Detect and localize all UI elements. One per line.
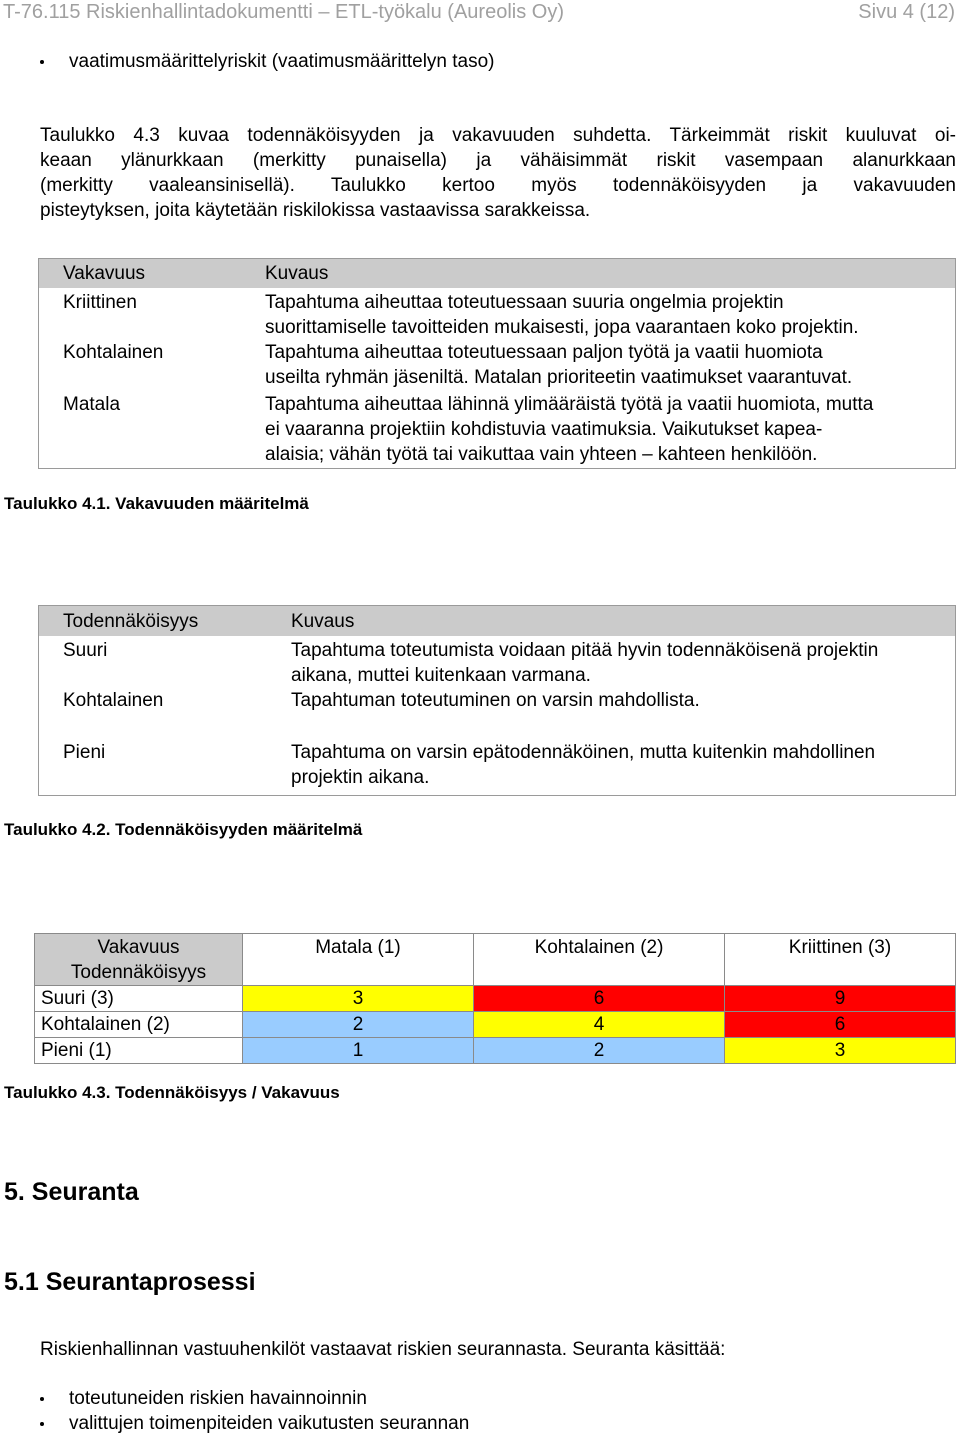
- table-row: [39, 636, 956, 688]
- column-header: Kuvaus: [265, 263, 329, 284]
- probability-level: Pieni: [63, 741, 106, 763]
- description-line: useilta ryhmän jäseniltä. Matalan prioriteetin vaatimukset vaarantuvat.: [265, 366, 853, 388]
- severity-column-header: Matala (1): [243, 934, 474, 986]
- probability-level: Suuri: [63, 639, 108, 661]
- column-header: Kuvaus: [291, 611, 355, 632]
- severity-column-header: Kriittinen (3): [725, 934, 956, 986]
- matrix-cell: 4: [474, 1012, 725, 1038]
- description-line: Tapahtuman toteutuminen on varsin mahdollista.: [291, 689, 700, 711]
- matrix-cell: 1: [243, 1038, 474, 1064]
- table-header-row: [39, 259, 956, 288]
- list-item-text: toteutuneiden riskien havainnoinnin: [69, 1388, 367, 1409]
- severity-description: [239, 392, 956, 469]
- column-header: Vakavuus: [63, 263, 146, 284]
- severity-table: [38, 258, 956, 469]
- paragraph-line: Taulukko 4.3 kuvaa todennäköisyyden ja vakavuuden suhdetta. Tärkeimmät riskit kuuluvat oi-: [40, 125, 956, 146]
- matrix-cell: 3: [243, 986, 474, 1012]
- probability-level: Kohtalainen: [63, 689, 164, 711]
- subsection-heading: 5.1 Seurantaprosessi: [4, 1268, 256, 1296]
- intro-paragraph: [40, 123, 956, 223]
- table-row: [39, 392, 956, 469]
- paragraph-line: pisteytyksen, joita käytetään riskilokissa vastaavissa sarakkeissa.: [40, 200, 591, 221]
- description-line: projektin aikana.: [291, 766, 430, 788]
- matrix-cell: 9: [725, 986, 956, 1012]
- probability-description: [265, 636, 956, 688]
- description-line: ei vaaranna projektiin kohdistuvia vaatimuksia. Vaikutukset kapea-: [265, 418, 823, 440]
- severity-column-header: Kohtalainen (2): [474, 934, 725, 986]
- corner-severity-label: Vakavuus: [97, 937, 180, 958]
- bullet-icon: [40, 1422, 44, 1426]
- bullet-icon: [40, 1397, 44, 1401]
- matrix-cell: 6: [474, 986, 725, 1012]
- severity-level: Matala: [63, 393, 121, 415]
- page-number: Sivu 4 (12): [858, 1, 955, 23]
- list-item-text: vaatimusmäärittelyriskit (vaatimusmäärittelyn taso): [69, 51, 495, 72]
- probability-table: [38, 605, 956, 796]
- table-caption: Taulukko 4.2. Todennäköisyyden määritelmä: [4, 820, 363, 839]
- table-row: [39, 288, 956, 340]
- table-row: [39, 688, 956, 740]
- probability-description: [265, 688, 956, 740]
- list-item-text: valittujen toimenpiteiden vaikutusten seurannan: [69, 1413, 470, 1434]
- paragraph-line: keaan ylänurkkaan (merkitty punaisella) ja vähäisimmät riskit vasempaan alanurkkaan: [40, 150, 956, 171]
- severity-level: Kohtalainen: [63, 341, 164, 363]
- probability-description: [265, 740, 956, 796]
- bullet-icon: [40, 60, 44, 64]
- probability-row-label: Kohtalainen (2): [35, 1012, 243, 1038]
- table-header-row: [39, 606, 956, 636]
- description-line: suorittamiselle tavoitteiden mukaisesti, jopa vaarantaen koko projektin.: [265, 316, 859, 338]
- description-line: Tapahtuma toteutumista voidaan pitää hyvin todennäköisenä projektin: [291, 639, 879, 661]
- matrix-row: [35, 1012, 956, 1038]
- matrix-cell: 6: [725, 1012, 956, 1038]
- table-caption: Taulukko 4.3. Todennäköisyys / Vakavuus: [4, 1083, 340, 1102]
- matrix-header-row: [35, 934, 956, 986]
- description-line: Tapahtuma aiheuttaa toteutuessaan paljon työtä ja vaatii huomiota: [265, 341, 823, 363]
- page-header: [3, 0, 955, 26]
- risk-matrix: [34, 933, 956, 1064]
- document-title: T-76.115 Riskienhallintadokumentti – ETL-työkalu (Aureolis Oy): [3, 1, 564, 23]
- severity-level: Kriittinen: [63, 291, 137, 313]
- section-heading: 5. Seuranta: [4, 1178, 139, 1206]
- description-line: alaisia; vähän työtä tai vaikuttaa vain yhteen – kahteen henkilöön.: [265, 443, 818, 465]
- description-line: Tapahtuma on varsin epätodennäköinen, mutta kuitenkin mahdollinen: [291, 741, 876, 763]
- matrix-cell: 2: [243, 1012, 474, 1038]
- severity-description: [239, 288, 956, 340]
- column-header: Todennäköisyys: [63, 611, 199, 632]
- matrix-cell: 2: [474, 1038, 725, 1064]
- matrix-row: [35, 1038, 956, 1064]
- paragraph-line: (merkitty vaaleansinisellä). Taulukko kertoo myös todennäköisyyden ja vakavuuden: [40, 175, 956, 196]
- matrix-cell: 3: [725, 1038, 956, 1064]
- probability-row-label: Suuri (3): [35, 986, 243, 1012]
- probability-row-label: Pieni (1): [35, 1038, 243, 1064]
- matrix-row: [35, 986, 956, 1012]
- section-paragraph: Riskienhallinnan vastuuhenkilöt vastaavat riskien seurannasta. Seuranta käsittää:: [40, 1339, 726, 1360]
- description-line: Tapahtuma aiheuttaa toteutuessaan suuria ongelmia projektin: [265, 291, 784, 313]
- description-line: aikana, muttei kuitenkaan varmana.: [291, 664, 591, 686]
- table-caption: Taulukko 4.1. Vakavuuden määritelmä: [4, 494, 309, 513]
- table-row: [39, 740, 956, 796]
- corner-probability-label: Todennäköisyys: [70, 962, 207, 983]
- matrix-corner: [35, 934, 243, 986]
- description-line: Tapahtuma aiheuttaa lähinnä ylimääräistä työtä ja vaatii huomiota, mutta: [265, 393, 874, 415]
- severity-description: [239, 340, 956, 392]
- table-row: [39, 340, 956, 392]
